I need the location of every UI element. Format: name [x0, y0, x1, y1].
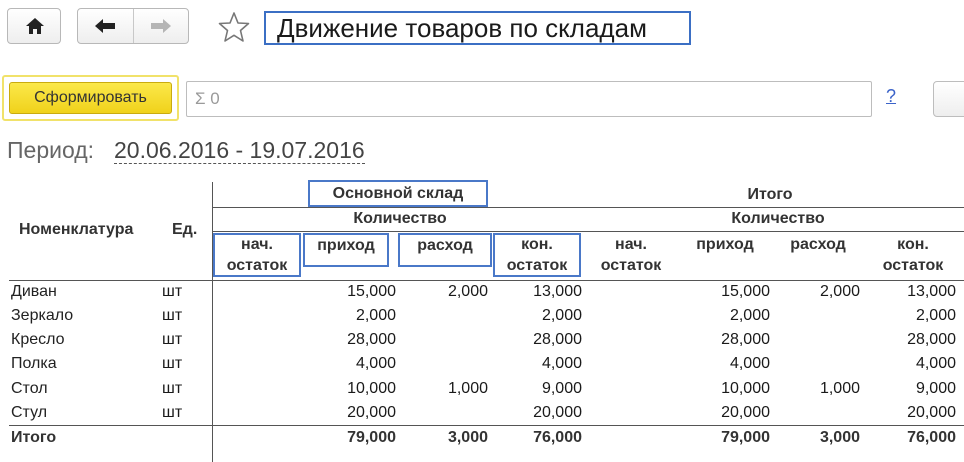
row-unit: шт — [162, 331, 183, 348]
header-close-line1: кон. — [521, 236, 553, 253]
column-divider — [212, 182, 213, 462]
quantity-label-warehouse: Количество — [353, 210, 447, 227]
column-header-item: Номенклатура — [19, 221, 134, 238]
home-icon — [25, 17, 45, 35]
cell-close: 13,000 — [907, 283, 956, 300]
row-name: Кресло — [11, 331, 65, 348]
cell-expense: 2,000 — [819, 283, 860, 300]
total-expense: 3,000 — [447, 429, 488, 446]
total-close: 76,000 — [907, 429, 956, 446]
generate-button[interactable]: Сформировать — [9, 82, 172, 114]
total-label: Итого — [11, 429, 57, 446]
total-top-line — [9, 425, 964, 426]
cell-expense: 1,000 — [447, 380, 488, 397]
star-icon[interactable] — [218, 11, 250, 43]
cell-close: 20,000 — [907, 404, 956, 421]
row-unit: шт — [162, 355, 183, 372]
row-name: Полка — [11, 355, 57, 372]
header-open-line2: остаток — [600, 257, 662, 274]
header-expense: расход — [790, 236, 846, 253]
cell-close: 9,000 — [915, 380, 956, 397]
header-close-line2: остаток — [882, 257, 944, 274]
cell-receipt: 28,000 — [347, 331, 396, 348]
forward-button[interactable] — [134, 9, 189, 43]
more-button[interactable] — [933, 81, 964, 117]
header-line — [212, 231, 964, 232]
sum-field[interactable]: Σ 0 — [186, 81, 872, 117]
row-unit: шт — [162, 404, 183, 421]
total-close: 76,000 — [533, 429, 582, 446]
cell-close: 9,000 — [541, 380, 582, 397]
period-value[interactable]: 20.06.2016 - 19.07.2016 — [114, 137, 365, 163]
row-unit: шт — [162, 307, 183, 324]
quantity-label-total: Количество — [731, 210, 825, 227]
period-label: Период: — [7, 137, 95, 163]
page-title: Движение товаров по складам — [264, 11, 691, 45]
generate-button-focus — [2, 75, 179, 121]
back-button[interactable] — [78, 9, 134, 43]
total-receipt: 79,000 — [721, 429, 770, 446]
cell-close: 2,000 — [541, 307, 582, 324]
cell-close: 13,000 — [533, 283, 582, 300]
cell-receipt: 20,000 — [721, 404, 770, 421]
history-nav — [77, 8, 189, 44]
row-name: Зеркало — [11, 307, 74, 324]
total-receipt: 79,000 — [347, 429, 396, 446]
group-warehouse: Основной склад — [332, 185, 464, 202]
row-name: Диван — [11, 283, 57, 300]
cell-expense: 2,000 — [447, 283, 488, 300]
cell-close: 4,000 — [541, 355, 582, 372]
header-expense: расход — [417, 237, 473, 254]
home-button[interactable] — [7, 8, 61, 44]
row-unit: шт — [162, 380, 183, 397]
row-name: Стул — [11, 404, 48, 421]
help-link[interactable]: ? — [886, 86, 897, 106]
header-open-line1: нач. — [241, 236, 273, 253]
cell-receipt: 2,000 — [729, 307, 770, 324]
cell-receipt: 28,000 — [721, 331, 770, 348]
total-expense: 3,000 — [819, 429, 860, 446]
cell-receipt: 15,000 — [721, 283, 770, 300]
header-bottom-line — [9, 280, 964, 281]
cell-close: 4,000 — [915, 355, 956, 372]
header-receipt: приход — [317, 237, 375, 254]
header-open-line2: остаток — [226, 257, 288, 274]
header-line — [212, 207, 964, 208]
cell-receipt: 10,000 — [347, 380, 396, 397]
cell-close: 28,000 — [907, 331, 956, 348]
cell-receipt: 15,000 — [347, 283, 396, 300]
header-open-line1: нач. — [615, 236, 647, 253]
cell-receipt: 4,000 — [355, 355, 396, 372]
arrow-right-icon — [150, 18, 172, 34]
group-total: Итого — [747, 186, 793, 203]
cell-receipt: 2,000 — [355, 307, 396, 324]
cell-close: 2,000 — [915, 307, 956, 324]
cell-receipt: 10,000 — [721, 380, 770, 397]
cell-close: 28,000 — [533, 331, 582, 348]
row-name: Стол — [11, 380, 48, 397]
cell-receipt: 4,000 — [729, 355, 770, 372]
header-receipt: приход — [696, 236, 754, 253]
header-close-line1: кон. — [897, 236, 929, 253]
cell-close: 20,000 — [533, 404, 582, 421]
cell-receipt: 20,000 — [347, 404, 396, 421]
column-header-unit: Ед. — [172, 221, 198, 238]
header-close-line2: остаток — [506, 257, 568, 274]
arrow-left-icon — [94, 18, 116, 34]
row-unit: шт — [162, 283, 183, 300]
cell-expense: 1,000 — [819, 380, 860, 397]
